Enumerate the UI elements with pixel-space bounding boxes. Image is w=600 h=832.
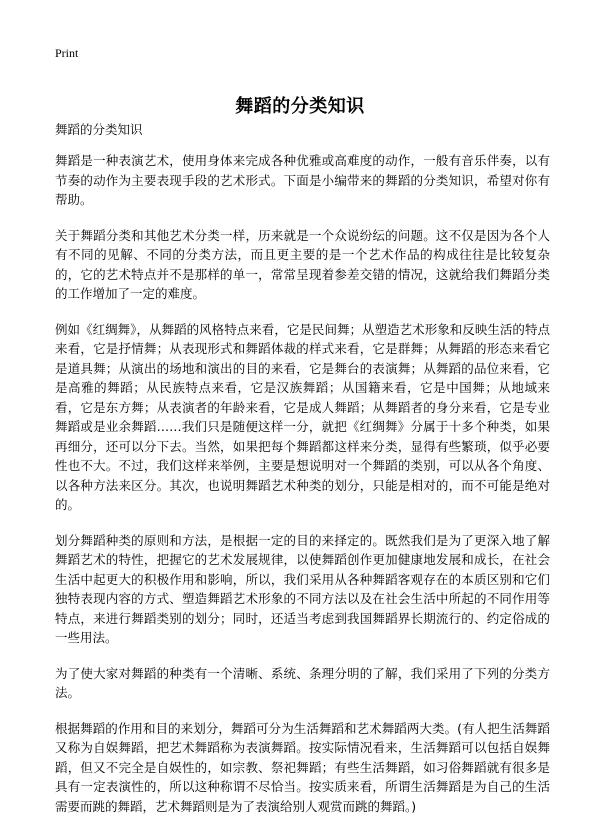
paragraph-intro: 舞蹈是一种表演艺术，使用身体来完成各种优雅或高难度的动作，一般有音乐伴奏，以有节奏的动作为主要表现手段的艺术形式。下面是小编带来的舞蹈的分类知识，希望对你有帮助。	[55, 153, 550, 207]
page-title: 舞蹈的分类知识	[235, 96, 365, 118]
paragraph-life-and-art-dance: 根据舞蹈的作用和目的来划分，舞蹈可分为生活舞蹈和艺术舞蹈两大类。(有人把生活舞蹈又称为自娱舞蹈，把艺术舞蹈称为表演舞蹈。按实际情况看来，生活舞蹈可以包括自娱舞蹈，但又不完全是自娱性的，如宗教、祭祀舞蹈；有些生活舞蹈，如习俗舞蹈就有很多是具有一定表演性的，所以这种称谓不尽恰当。按实质来看，所谓生活舞蹈是为自己的生活需要而跳的舞蹈，艺术舞蹈则是为了表演给别人观赏而跳的舞蹈。)	[55, 720, 550, 814]
article-subtitle: 舞蹈的分类知识	[55, 122, 143, 137]
paragraph-method-intro: 为了使大家对舞蹈的种类有一个清晰、系统、条理分明的了解，我们采用了下列的分类方法。	[55, 665, 550, 700]
paragraph-classification-difficulty: 关于舞蹈分类和其他艺术分类一样，历来就是一个众说纷纭的问题。这不仅是因为各个人有不同的见解、不同的分类方法，而且更主要的是一个艺术作品的构成往往是比较复杂的，它的艺术特点并不是那样的单一，常常呈现着参差交错的情况，这就给我们舞蹈分类的工作增加了一定的难度。	[55, 227, 550, 301]
paragraph-red-silk-dance-example: 例如《红绸舞》，从舞蹈的风格特点来看，它是民间舞；从塑造艺术形象和反映生活的特点来看，它是抒情舞；从表现形式和舞蹈体裁的样式来看，它是群舞；从舞蹈的形态来看它是道具舞；从演出的场地和演出的目的来看，它是舞台的表演舞；从舞蹈的品位来看，它是高雅的舞蹈；从民族特点来看，它是汉族舞蹈；从国籍来看，它是中国舞；从地域来看，它是东方舞；从表演者的年龄来看，它是成人舞蹈；从舞蹈者的身分来看，它是专业舞蹈或是业余舞蹈……我们只是随便这样一分，就把《红绸舞》分属于十多个种类，如果再细分，还可以分下去。当然，如果把每个舞蹈都这样来分类，显得有些繁琐，似乎必要性也不大。不过，我们这样来举例，主要是想说明对一个舞蹈的类别，可以从各个角度、以各种方法来区分。其次，也说明舞蹈艺术种类的划分，只能是相对的，而不可能是绝对的。	[55, 321, 550, 512]
paragraph-classification-principles: 划分舞蹈种类的原则和方法，是根据一定的目的来择定的。既然我们是为了更深入地了解舞蹈艺术的特性，把握它的艺术发展规律，以使舞蹈创作更加健康地发展和成长，在社会生活中起更大的积极作用和影响，所以，我们采用从各种舞蹈客观存在的本质区别和它们独特表现内容的方式、塑造舞蹈艺术形象的不同方法以及在社会生活中所起的不同作用等特点，来进行舞蹈类别的划分；同时，还适当考虑到我国舞蹈界长期流行的、约定俗成的一些用法。	[55, 532, 550, 645]
article-body	[55, 120, 550, 832]
print-link[interactable]: Print	[55, 46, 79, 60]
